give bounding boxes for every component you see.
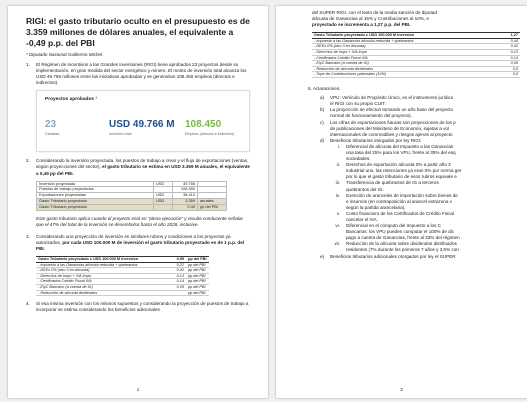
table-cell: USD	[154, 181, 173, 187]
list-marker: vi.	[335, 223, 340, 229]
table-cell: anuales	[198, 199, 227, 205]
table-cell: pp del PBI	[186, 290, 209, 296]
table-cell: - Derechos de Impo + IVA Impo	[312, 50, 496, 56]
list-marker: v.	[336, 210, 340, 216]
kpi-investment-label: Inversión total	[109, 132, 132, 137]
table-cell: 0,99	[170, 257, 186, 263]
list-text: internacionales de commodities y riesgos ajenos al proyecto	[330, 131, 453, 137]
table-cell: - Derechos de Impo + IVA Impo	[36, 273, 170, 279]
list-text: normal de funcionamiento del proyecto).	[330, 113, 412, 119]
list-text: Derechos de exportación alícuota 0% a partir año 3	[346, 162, 451, 168]
table-cell: Exportaciones proyectadas	[37, 193, 154, 199]
table-cell: 0,0	[496, 66, 520, 72]
notes-list-end	[320, 254, 527, 260]
table-cell: 108.450	[173, 187, 198, 193]
paragraph-text: Considerando una proyección de inversión en similares rubros y condiciones a los proyectos ya autorizados,	[36, 233, 231, 245]
list-text: Bancarios: los VPU pueden computar el 100% de dic	[346, 229, 455, 235]
paragraph-bold-text: el gasto tributario se estima en USD 3.359 M anuales, el equivalente a 0,49 pp del PBI.	[36, 164, 250, 176]
table-cell: - Certificados Crédito Fiscal IVA	[312, 55, 496, 61]
paragraph-bold-text: por cada USD 100.000 M de inversión el gasto tributario proyectado es de 1 p.p. del PBI.	[36, 239, 245, 252]
list-text: Los cifras de exportaciones futuras son proyecciones de los p	[330, 119, 456, 125]
list-number: 2.	[26, 158, 30, 164]
table-cell: 0,42	[170, 268, 186, 274]
list-item-1	[26, 62, 250, 86]
paragraph-bold: proyectado se incrementa a 1,27 p.p. del PBI.	[312, 22, 411, 28]
table-cell: - ElyC Bancario (a cuenta de IG)	[36, 285, 170, 291]
list-text: quebrantos del IG.	[346, 186, 384, 192]
kpi-jobs-value: 108.450	[185, 119, 222, 131]
table-cell: USD	[154, 199, 173, 205]
tax-expenditure-table	[36, 256, 209, 296]
list-text: por lo que el gasto tributario de esos rubros equivale e	[346, 174, 457, 180]
page-number: 2	[400, 387, 403, 392]
list-number: 3.	[26, 233, 30, 239]
list-text: Transferencia de quebrantos de IG a terceros	[346, 180, 439, 186]
list-number: 4.	[26, 301, 30, 307]
paragraph	[36, 234, 250, 252]
list-item-2	[26, 158, 250, 176]
list-marker: e)	[320, 253, 325, 259]
list-marker: ii.	[336, 162, 340, 168]
table-cell: Gasto Tributario proyectado	[37, 204, 154, 210]
list-marker: d)	[320, 137, 325, 143]
table-cell: - Reducción de alícuota dividendos	[36, 290, 170, 296]
paragraph: Si esa misma inversión con los mismos supuestos y considerando la proyección de puestos de trabajo a incorporar se estima considerando los beneficios adicionales	[36, 301, 249, 313]
projects-kpi-card	[36, 90, 250, 152]
list-text: pago a cuenta de Ganancias, frente al 33% del régimen	[346, 235, 460, 241]
paragraph-text: Considerando la inversión proyectada, los puestos de trabajo a crear y el flujo de exportaciones (ventas, según proyecciones del sector),	[36, 158, 249, 170]
list-marker: b)	[320, 107, 325, 113]
table-cell: pp del PBI	[186, 268, 209, 274]
table-cell: - DEEx 0% (otro 3 en alícuota)	[36, 268, 170, 274]
page-1	[8, 6, 268, 398]
table-cell: 38.410	[173, 193, 198, 199]
list-text: Diferencial de alícuota del Impuesto a las Ganancias	[346, 143, 454, 149]
table-cell: 49.766	[173, 181, 198, 187]
list-item-3	[26, 234, 250, 252]
table-cell: - Impuesto a las Ganancias alícuota reducida + quebrantos	[312, 38, 496, 44]
paragraph	[36, 158, 250, 176]
table-cell: Gasto Tributario proyectado c USD 100.000 M inversión	[36, 257, 170, 263]
list-item	[320, 254, 527, 260]
kpi-count-label: Cantidad	[45, 132, 60, 137]
table-cell: 0,42	[496, 44, 520, 50]
table-cell: 0,14	[496, 55, 520, 61]
table-cell: pp del PBI	[186, 262, 209, 268]
list-text: de publicaciones del Ministerio de Economía, sujetas a vol	[330, 125, 449, 131]
list-number: 1.	[26, 62, 30, 67]
list-marker: iv.	[335, 192, 340, 198]
list-text: La proyección se efectuó tomando un año base del proyecto	[330, 107, 454, 113]
table-cell: 0,44	[496, 38, 520, 44]
table-cell: 0,0	[496, 72, 520, 78]
paragraph: alícuota de Ganancias al 15% y Contribuciones al 10%, e	[312, 16, 429, 22]
table-cell: 1,27	[496, 33, 520, 39]
table-cell: pp del PBI	[186, 285, 209, 291]
list-text: una tasa del 25% para los VPU, frente al 35% del esq	[346, 149, 456, 155]
table-cell: USD	[154, 193, 173, 199]
list-marker: c)	[320, 119, 324, 125]
list-text: residentes (7% durante los primeros 7 años y 3,5% con	[346, 247, 459, 253]
table-cell: 0,49	[173, 204, 198, 210]
list-text: VPU: Vehículo de Propósito Único, es el instrumento jurídico	[330, 95, 454, 101]
table-cell: - ElyC Bancario (a cuenta de IG)	[312, 61, 496, 67]
table-cell: - Reducción de alícuota dividendos	[312, 66, 496, 72]
table-cell: Gasto Tributario proyectado c USD 100.000 M inversión	[312, 33, 496, 39]
list-text: el RIGI con su propio CUIT.	[330, 101, 386, 107]
list-text: Beneficios tributarios adicionales otorgados por ley el SUPER	[330, 253, 456, 259]
section-heading: 5. Aclaraciones.	[308, 86, 341, 92]
list-text: Reducción de la alícuota sobre dividendos distribuidos	[346, 241, 457, 247]
document-title: RIGI: el gasto tributario oculto en el presupuesto es de 3.359 millones de dólares anuales, el equivalente a -0,49 p.p. del PBI	[26, 16, 250, 48]
table-cell: pp del PBI	[188, 257, 207, 262]
italic-note: Este gasto tributario aplica cuando el proyecto está en "plena ejecución" y resulta conducente señalar que el 47% del total de la inversión se desembolsa hasta el año 2028, inclusive.	[36, 215, 244, 227]
list-text: según la partida arancelaria).	[346, 204, 406, 210]
table-cell: pp del PBI	[186, 279, 209, 285]
list-marker: iii.	[335, 180, 340, 186]
table-cell: - Certificados Crédito Fiscal IVA	[36, 279, 170, 285]
page-number: 1	[136, 387, 140, 392]
kpi-jobs-label: Empleos (directos e indirectos)	[185, 132, 235, 137]
author-line: * Diputado Nacional Guillermo Michel.	[26, 52, 104, 57]
table-cell	[154, 204, 173, 210]
list-text: Costo financiero de los Certificados de Crédito Fiscal	[346, 210, 455, 216]
table-row	[36, 290, 209, 296]
list-marker: i.	[337, 143, 340, 149]
paragraph-text: del SUPER RIGI, con el texto de la media sanción de diputad	[312, 10, 437, 15]
paragraph: El Régimen de Incentivos a las Grandes Inversiones (RIGI) tiene aprobados 23 proyectos desde su implementación, en gran medida del sector energético y minero. El monto de inversión total alcanza los USD 49.765 millones entre las iniciativas aprobadas y se generarían 108.450 empleos (directos e indirectos).	[36, 62, 247, 86]
super-rigi-table	[312, 32, 520, 78]
table-row	[312, 72, 520, 78]
table-cell: Puestos de trabajo proyectados	[37, 187, 154, 193]
table-row	[36, 262, 209, 268]
table-header-row	[36, 257, 209, 263]
table-cell: 0,13	[496, 50, 520, 56]
table-cell: - DEEx 0% (otro 3 en alícuota)	[312, 44, 496, 50]
list-text: cancelar el IVA.	[346, 217, 378, 222]
table-cell: 0,13	[170, 273, 186, 279]
list-text: e insumos (en contraposición al arancel extrazona v	[346, 198, 452, 204]
list-item-4	[26, 301, 250, 313]
table-cell: 0,09	[496, 61, 520, 67]
list-text: Exención de aranceles de importación sobre bienes de	[346, 192, 458, 198]
table-cell: pp del PBI	[186, 273, 209, 279]
list-marker: vii.	[334, 241, 340, 247]
table-cell: 0,09	[170, 285, 186, 291]
kpi-count-value: 23	[45, 119, 57, 131]
table-cell: - Tope de Contribuciones patronales (10%)	[312, 72, 496, 78]
table-cell: 0,22	[170, 262, 186, 268]
list-marker: a)	[320, 95, 325, 101]
notes-list	[320, 95, 527, 144]
table-cell	[170, 290, 186, 296]
card-title: Proyectos aprobados ¹	[45, 97, 97, 103]
list-text: sociedades.	[346, 156, 371, 162]
kpi-investment-value: USD 49.766 M	[109, 119, 175, 131]
table-cell: 0,14	[170, 279, 186, 285]
table-cell: Gasto Tributario proyectado	[37, 199, 154, 205]
list-text: Beneficios tributarios otorgados por ley RIGI:	[330, 137, 422, 143]
table-row-highlight	[37, 204, 227, 210]
table-cell: Inversión proyectada	[37, 181, 154, 187]
page-2	[276, 6, 527, 398]
table-cell: pp del PBI	[198, 204, 227, 210]
table-cell: - Impuesto a las Ganancias alícuota reducida + quebrantos	[36, 262, 170, 268]
table-cell: 3.359	[173, 199, 198, 205]
list-text: Diferencial en el cómputo del Impuesto a los C	[346, 223, 441, 229]
projection-table	[36, 181, 227, 211]
list-text: industrial uno, las retenciones ya eran 0% por norma ger	[346, 168, 462, 174]
benefits-sublist	[326, 144, 527, 254]
